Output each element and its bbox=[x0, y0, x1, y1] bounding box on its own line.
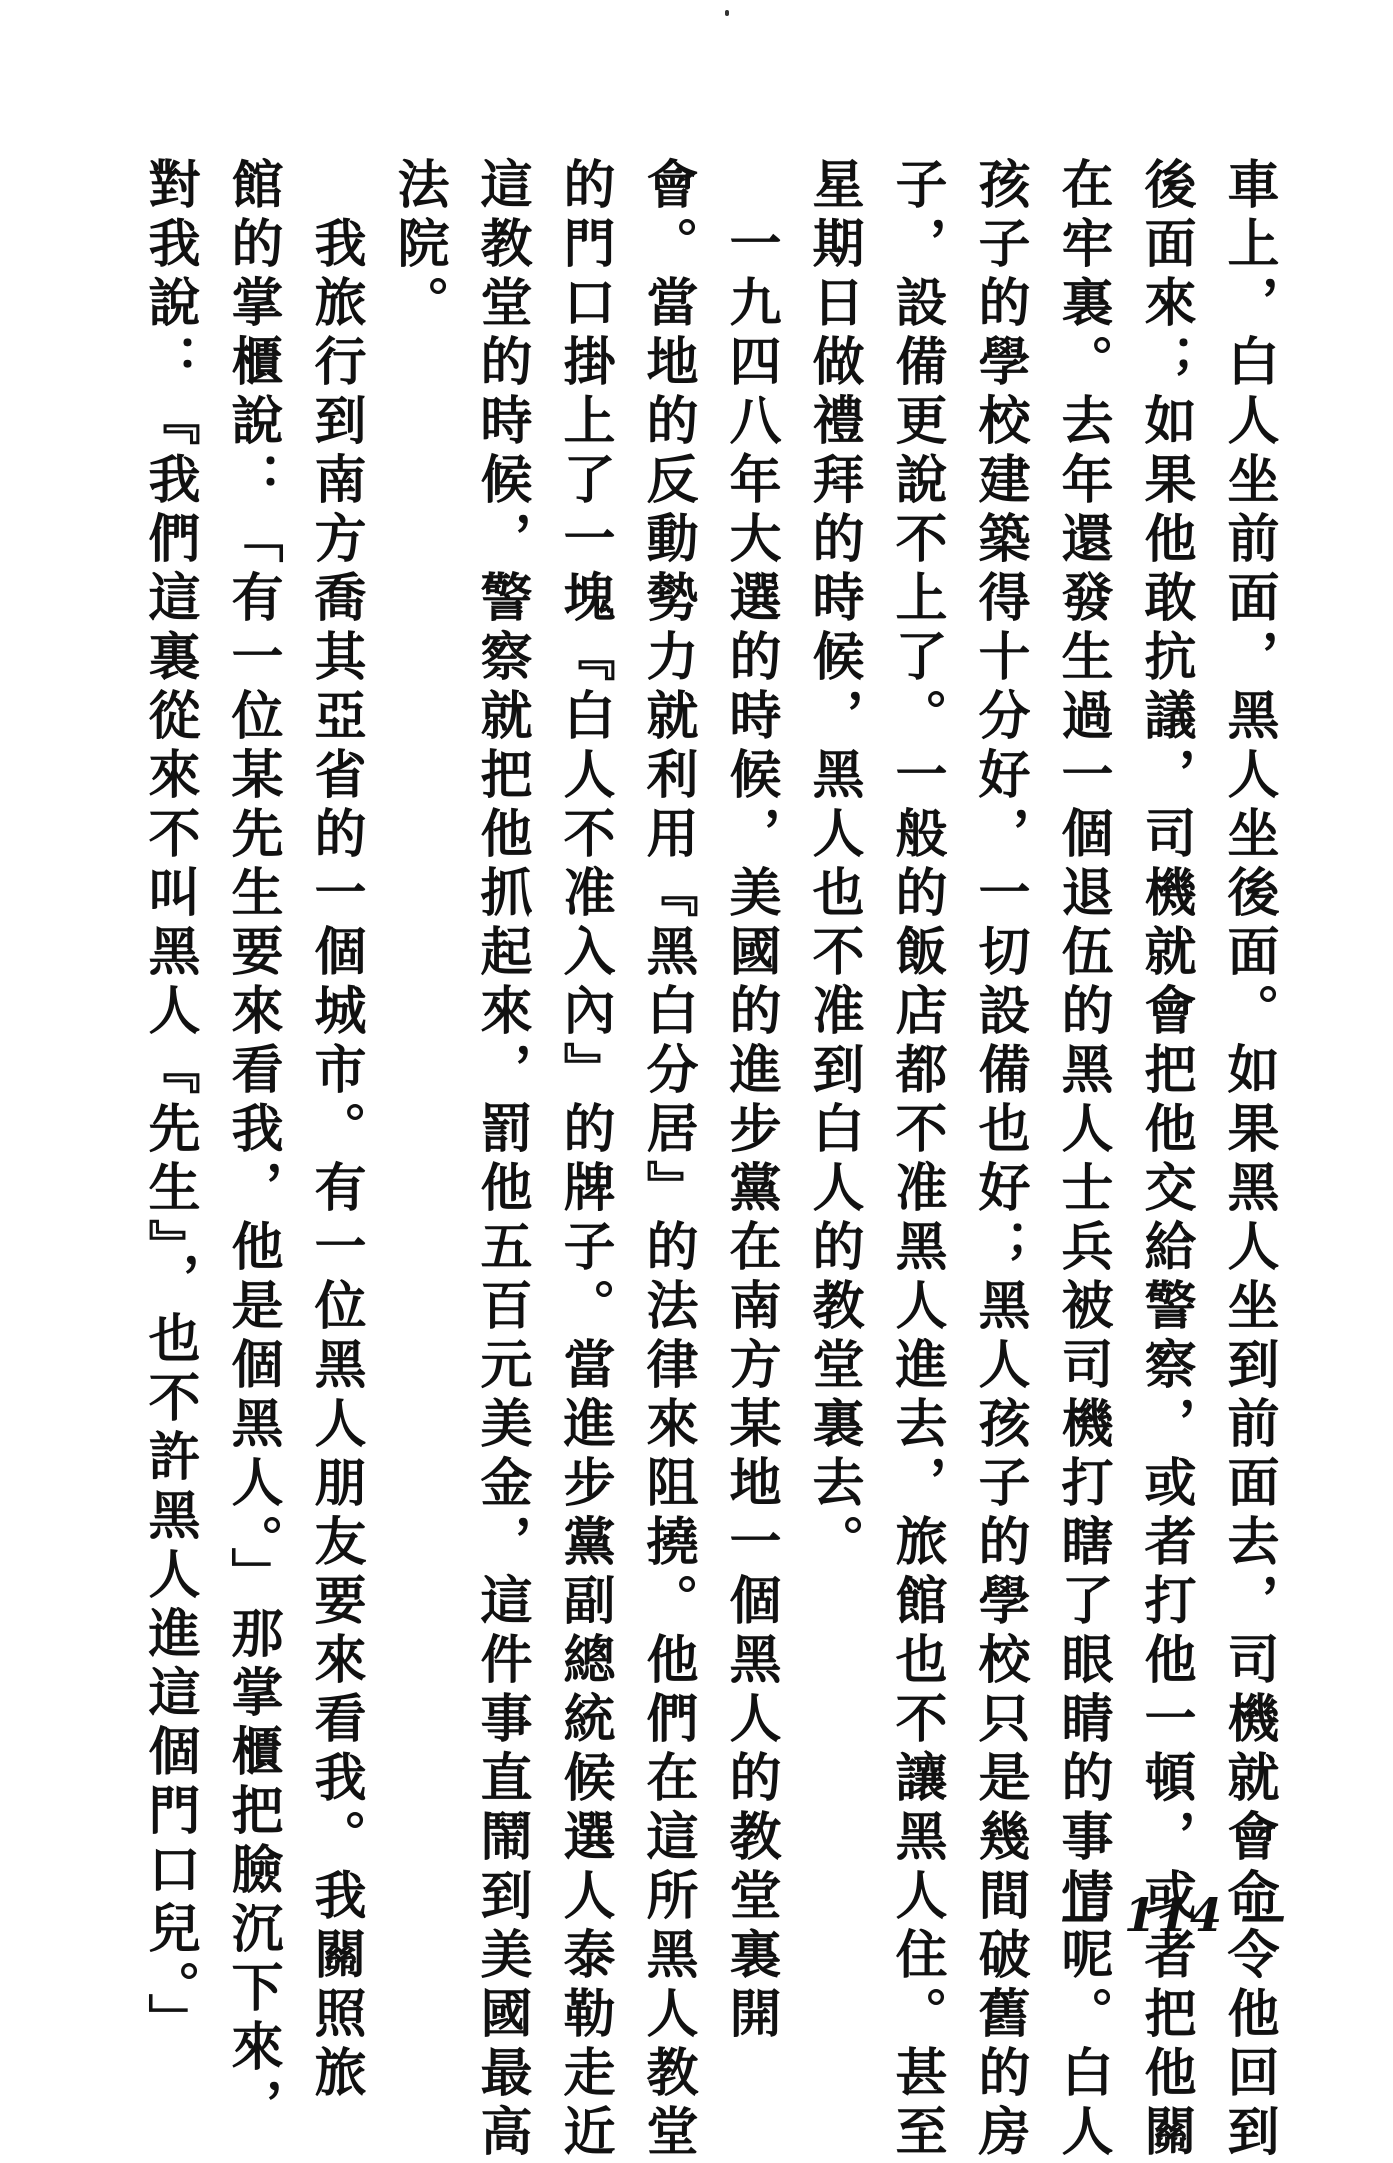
text-column-8: 會。當地的反動勢力就利用『黑白分居』的法律來阻撓。他們在這所黑人教堂 bbox=[637, 157, 698, 2163]
text-column-11: 法院。 bbox=[388, 157, 449, 334]
text-column-12: 我旅行到南方喬其亞省的一個城市。有一位黑人朋友要來看我。我關照旅 bbox=[305, 157, 366, 2104]
text-column-13: 館的掌櫃說：「有一位某先生要來看我，他是個黑人。」那掌櫃把臉沉下來， bbox=[222, 157, 283, 2137]
text-column-3: 在牢裏。去年還發生過一個退伍的黑人士兵被司機打瞎了眼睛的事情呢。白人 bbox=[1052, 157, 1113, 2163]
text-column-2: 後面來；如果他敢抗議，司機就會把他交給警察，或者打他一頓，或者把他關 bbox=[1135, 157, 1196, 2163]
text-column-10: 這教堂的時候，警察就把他抓起來，罰他五百元美金，這件事直鬧到美國最高 bbox=[471, 157, 532, 2163]
text-column-6: 星期日做禮拜的時候，黑人也不准到白人的教堂裏去。 bbox=[803, 157, 864, 1573]
text-column-9: 的門口掛上了一塊『白人不准入內』的牌子。當進步黨副總統候選人泰勒走近 bbox=[554, 157, 615, 2163]
text-column-5: 子，設備更說不上了。一般的飯店都不准黑人進去，旅館也不讓黑人住。甚至 bbox=[886, 157, 947, 2163]
text-column-14: 對我說：『我們這裏從來不叫黑人『先生』，也不許黑人進這個門口兒。」 bbox=[139, 157, 200, 2052]
text-column-4: 孩子的學校建築得十分好，一切設備也好；黑人孩子的學校只是幾間破舊的房 bbox=[969, 157, 1030, 2163]
page-number: — 114 — bbox=[1060, 1888, 1288, 1942]
text-column-7: 一九四八年大選的時候，美國的進步黨在南方某地一個黑人的教堂裏開 bbox=[720, 157, 781, 2045]
text-column-1: 車上，白人坐前面，黑人坐後面。如果黑人坐到前面去，司機就會命令他回到 bbox=[1218, 157, 1279, 2163]
print-speck bbox=[725, 10, 729, 16]
